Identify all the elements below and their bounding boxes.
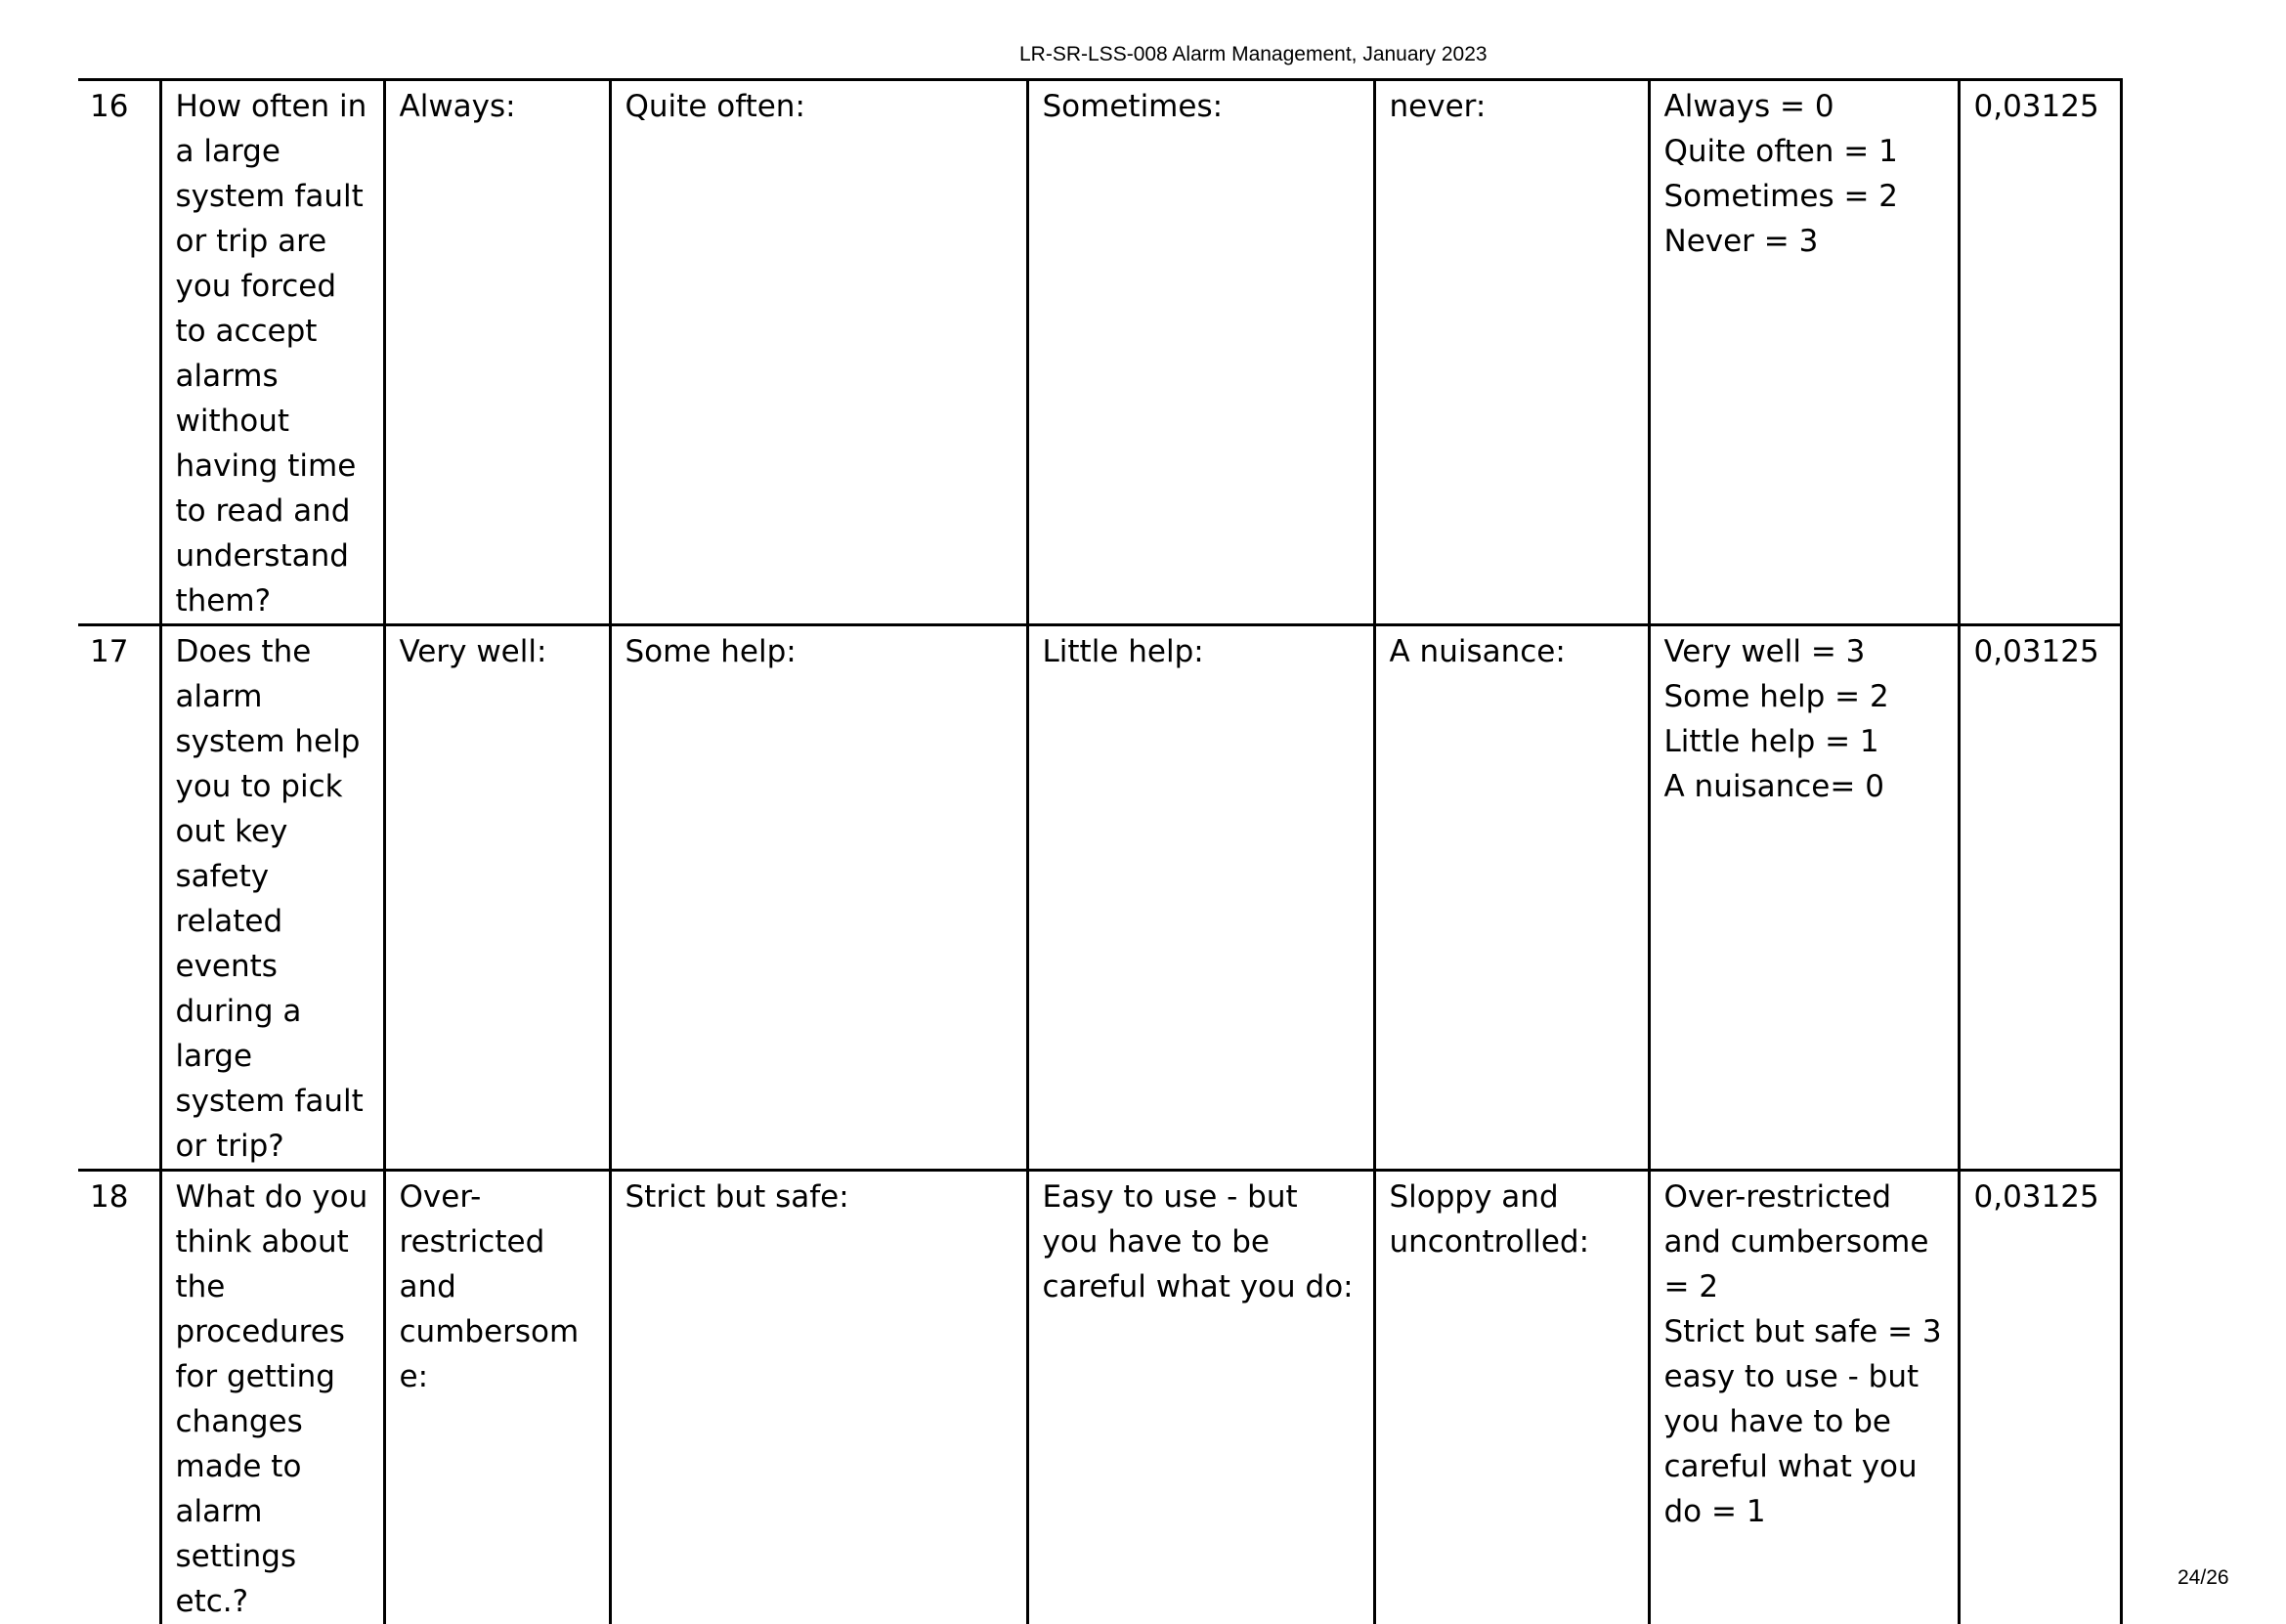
row-number: 16	[78, 80, 160, 625]
weight-cell: 0,03125	[1959, 625, 2121, 1171]
answer-option-1: Very well:	[384, 625, 610, 1171]
weight-cell: 0,03125	[1959, 80, 2121, 625]
answer-option-1: Over-restricted and cumbersome:	[384, 1171, 610, 1624]
weight-cell: 0,03125	[1959, 1171, 2121, 1624]
scoring-cell: Very well = 3 Some help = 2 Little help = 1 A nuisance= 0	[1649, 625, 1959, 1171]
answer-option-3: Little help:	[1027, 625, 1374, 1171]
answer-option-2: Some help:	[610, 625, 1027, 1171]
document-header: LR-SR-LSS-008 Alarm Management, January 2023	[1019, 41, 1488, 68]
table-row	[78, 1171, 2121, 1624]
table-row	[78, 625, 2121, 1171]
questionnaire-table	[78, 78, 2123, 1624]
answer-option-4: Sloppy and uncontrolled:	[1374, 1171, 1649, 1624]
scoring-cell: Always = 0 Quite often = 1 Sometimes = 2 Never = 3	[1649, 80, 1959, 625]
table-row	[78, 80, 2121, 625]
row-number: 17	[78, 625, 160, 1171]
answer-option-1: Always:	[384, 80, 610, 625]
question-cell: Does the alarm system help you to pick out key safety related events during a large system fault or trip?	[160, 625, 384, 1171]
answer-option-2: Quite often:	[610, 80, 1027, 625]
answer-option-4: A nuisance:	[1374, 625, 1649, 1171]
page-number: 24/26	[2178, 1564, 2229, 1592]
answer-option-2: Strict but safe:	[610, 1171, 1027, 1624]
question-cell: How often in a large system fault or trip are you forced to accept alarms without having time to read and understand them?	[160, 80, 384, 625]
answer-option-3: Easy to use - but you have to be careful what you do:	[1027, 1171, 1374, 1624]
answer-option-4: never:	[1374, 80, 1649, 625]
answer-option-3: Sometimes:	[1027, 80, 1374, 625]
questionnaire-table-container	[78, 78, 2121, 1559]
scoring-cell: Over-restricted and cumbersome = 2 Strict but safe = 3 easy to use - but you have to be careful what you do = 1	[1649, 1171, 1959, 1624]
question-cell: What do you think about the procedures for getting changes made to alarm settings etc.?	[160, 1171, 384, 1624]
row-number: 18	[78, 1171, 160, 1624]
